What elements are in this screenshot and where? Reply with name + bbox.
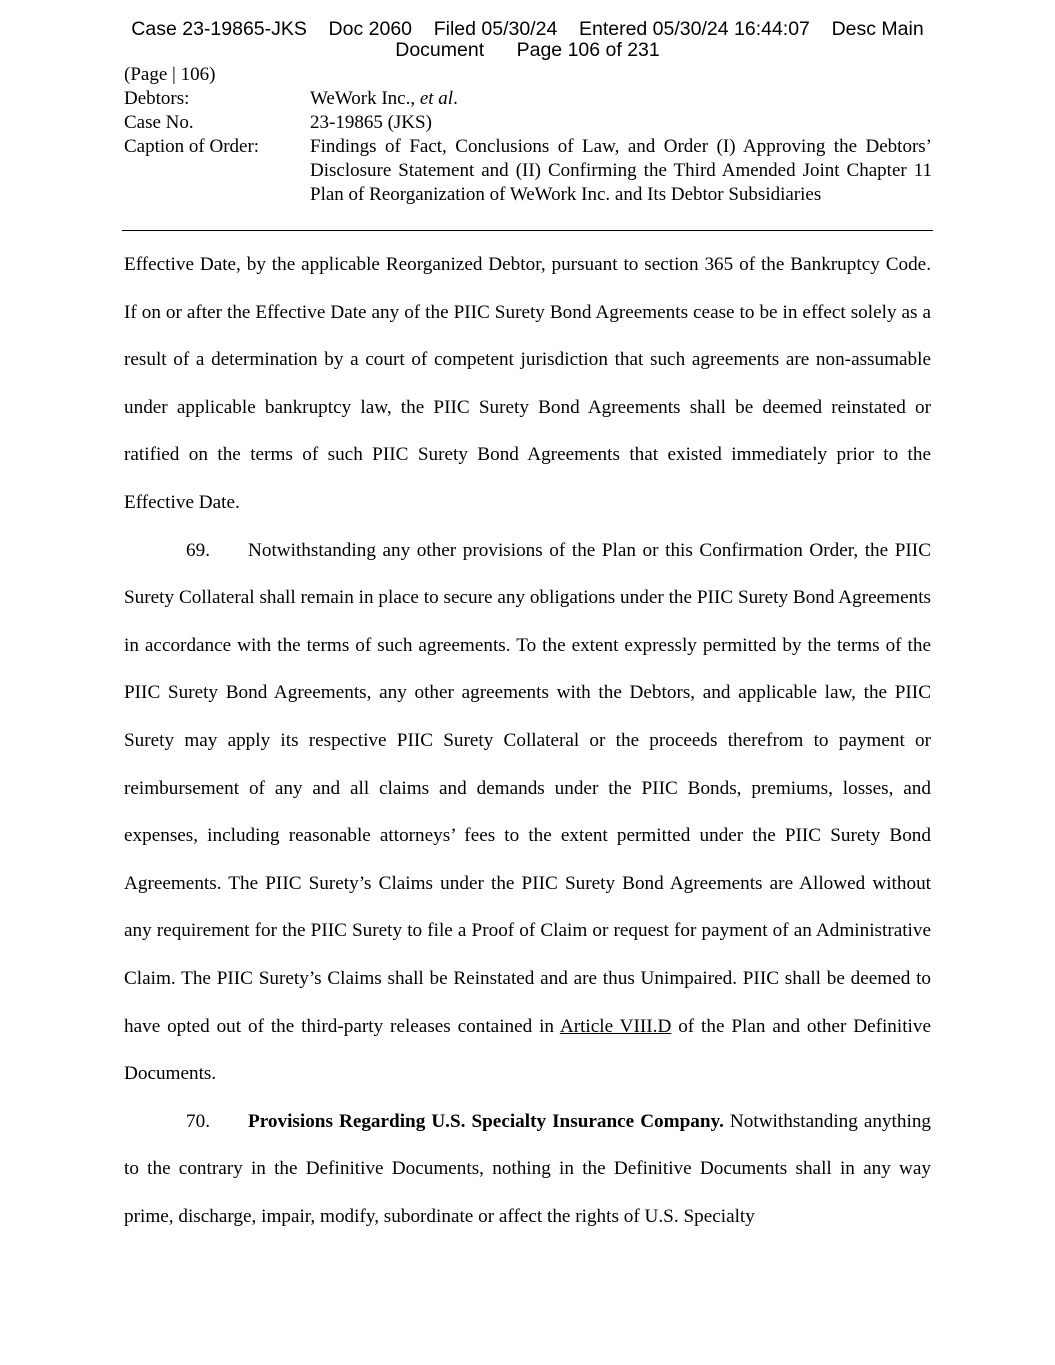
debtors-value: WeWork Inc., et al. <box>310 88 458 109</box>
document-body <box>124 241 931 1240</box>
page-reference-row <box>124 63 932 87</box>
case-number-value: 23-19865 (JKS) <box>310 112 432 133</box>
article-reference-link: Article VIII.D <box>559 1015 672 1037</box>
paragraph-70-number: 70. <box>186 1110 210 1132</box>
order-caption-row <box>124 135 932 207</box>
paragraph-69-number: 69. <box>186 539 210 561</box>
paragraph-69-end: of the Plan and other Definitive Documents. <box>124 1015 931 1085</box>
filing-header <box>0 19 1055 61</box>
order-caption-value: Findings of Fact, Conclusions of Law, and Order (I) Approving the Debtors’ Disclosure Statement and (II) Confirming the Third Amended Joint Chapter 11 Plan of Reorganization of WeWork Inc. and Its Debtor Subsidiaries <box>310 136 932 205</box>
case-number-label: Case No. <box>124 112 194 133</box>
paragraph-69-text: Notwithstanding any other provisions of the Plan or this Confirmation Order, the PIIC Surety Collateral shall remain in place to secure any obligations under the PIIC Surety Bond Agreements in accordance with the terms of such agreements. To the extent expressly permitted by the terms of the PIIC Surety Bond Agreements, any other agreements with the Debtors, and applicable law, the PIIC Surety may apply its respective PIIC Surety Collateral or the proceeds therefrom to payment or reimbursement of any and all claims and demands under the PIIC Bonds, premiums, losses, and expenses, including reasonable attorneys’ fees to the extent permitted under the PIIC Surety Bond Agreements. The PIIC Surety’s Claims under the PIIC Surety Bond Agreements are Allowed without any requirement for the PIIC Surety to file a Proof of Claim or request for payment of an Administrative Claim. The PIIC Surety’s Claims shall be Reinstated and are thus Unimpaired. PIIC shall be deemed to have opted out of the third-party releases contained in <box>124 539 931 1037</box>
continuation-paragraph: Effective Date, by the applicable Reorganized Debtor, pursuant to section 365 of the Bankruptcy Code. If on or after the Effective Date any of the PIIC Surety Bond Agreements cease to be in effect solely as a result of a determination by a court of competent jurisdiction that such agreements are non-assumable under applicable bankruptcy law, the PIIC Surety Bond Agreements shall be deemed reinstated or ratified on the terms of such PIIC Surety Bond Agreements that existed immediately prior to the Effective Date. <box>124 254 931 513</box>
paragraph-70-heading: Provisions Regarding U.S. Specialty Insurance Company. <box>248 1110 724 1132</box>
paragraph-70-text: Notwithstanding anything to the contrary in the Definitive Documents, nothing in the Definitive Documents shall in any way prime, discharge, impair, modify, subordinate or affect the rights of U.S. Specialty <box>124 1110 932 1227</box>
filing-header-line1: Case 23-19865-JKS Doc 2060 Filed 05/30/24 Entered 05/30/24 16:44:07 Desc Main <box>131 18 924 40</box>
et-al: et al <box>419 88 454 109</box>
case-number-row <box>124 111 932 135</box>
case-caption <box>124 63 932 207</box>
page-reference: (Page | 106) <box>124 64 216 85</box>
filing-header-line2: Document Page 106 of 231 <box>395 39 660 61</box>
order-caption-label: Caption of Order: <box>124 136 260 157</box>
debtors-row <box>124 87 932 111</box>
debtors-label: Debtors: <box>124 88 190 109</box>
paragraph-69 <box>124 527 931 1098</box>
caption-divider <box>122 230 933 231</box>
paragraph-70 <box>124 1098 931 1241</box>
